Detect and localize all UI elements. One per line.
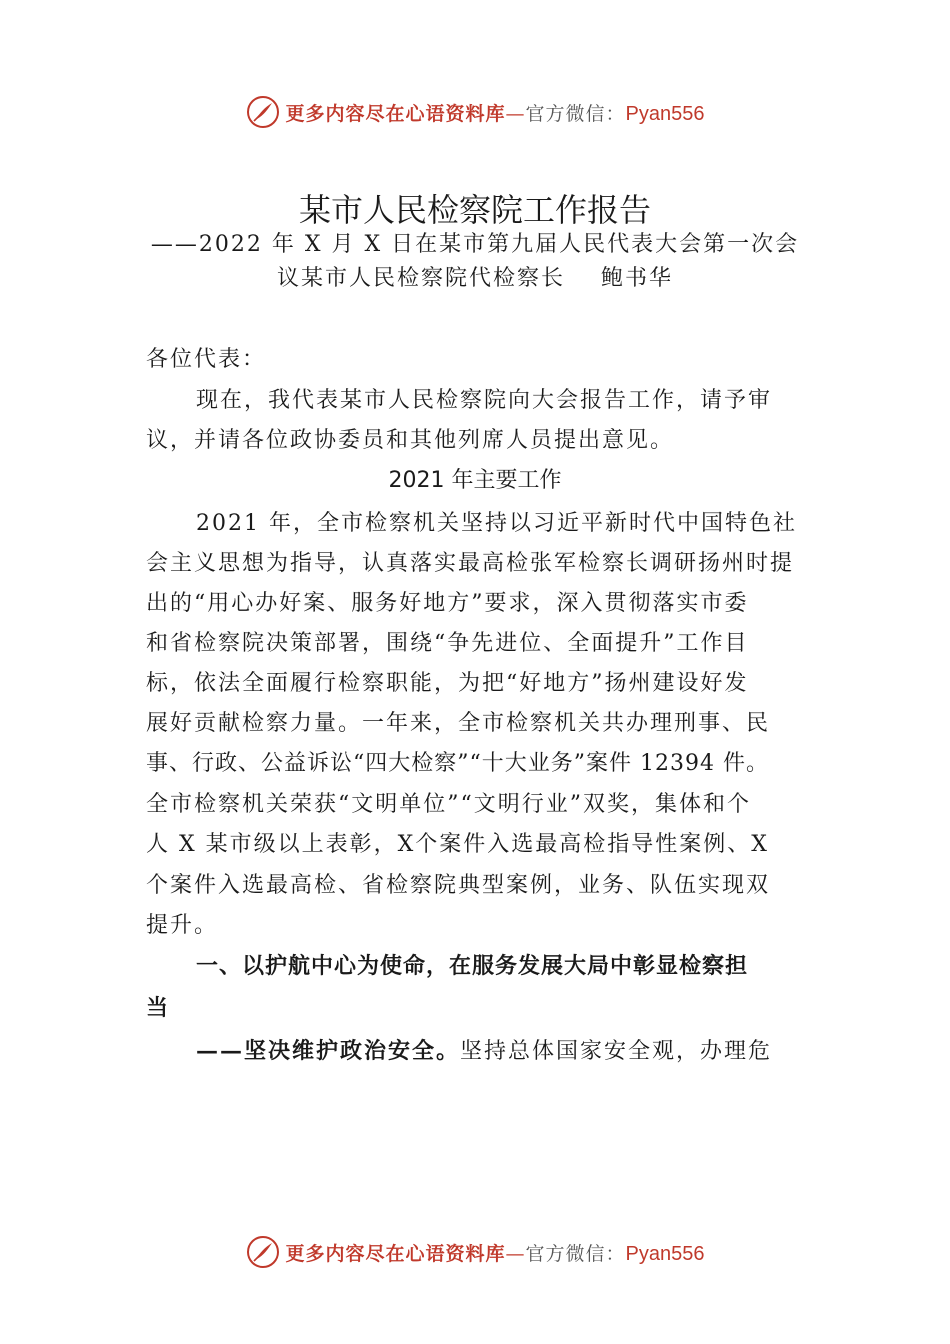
watermark-handle: Pyan556 — [625, 1242, 705, 1265]
body-line: 提升。 — [146, 913, 219, 938]
section-heading: 2021 年主要工作 — [388, 468, 562, 493]
body-line: 和省检察院决策部署，围绕“争先进位、全面提升”工作目 — [146, 631, 749, 656]
watermark-label: 官方微信： — [525, 1242, 626, 1265]
salutation: 各位代表： — [146, 347, 267, 372]
body-line: 事、行政、公益诉讼“四大检察”“十大业务”案件 12394 件。 — [146, 751, 769, 776]
feather-quill-logo-icon — [246, 1235, 280, 1269]
body-line: 展好贡献检察力量。一年来，全市检察机关共办理刑事、民 — [146, 711, 771, 736]
body-line: 会主义思想为指导，认真落实最高检张军检察长调研扬州时提 — [146, 551, 795, 576]
body-line: 个案件入选最高检、省检察院典型案例，业务、队伍实现双 — [146, 873, 771, 898]
subtitle-author-name: 鲍书华 — [601, 266, 674, 291]
subpoint-line — [196, 1031, 886, 1072]
body-line: 2021 年，全市检察机关坚持以习近平新时代中国特色社 — [196, 511, 797, 536]
body-line: 标，依法全面履行检察职能，为把“好地方”扬州建设好发 — [146, 671, 749, 696]
subpoint-lead: ——坚决维护政治安全。 — [196, 1038, 461, 1064]
part-one-heading-cont: 当 — [146, 996, 170, 1021]
watermark-handle: Pyan556 — [625, 102, 705, 125]
feather-quill-logo-icon — [246, 95, 280, 129]
body-line: 出的“用心办好案、服务好地方”要求，深入贯彻落实市委 — [146, 591, 749, 616]
part-one-heading: 一、以护航中心为使命，在服务发展大局中彰显检察担 — [196, 954, 749, 979]
document-subtitle-line2 — [0, 262, 950, 296]
watermark-banner-top — [0, 92, 950, 132]
watermark-main-text: 更多内容尽在心语资料库 — [285, 1242, 506, 1265]
watermark-main-text: 更多内容尽在心语资料库 — [285, 102, 506, 125]
intro-line: 议，并请各位政协委员和其他列席人员提出意见。 — [146, 428, 675, 453]
subtitle-role: 议某市人民检察院代检察长 — [276, 266, 565, 291]
body-line: 全市检察机关荣获“文明单位”“文明行业”双奖，集体和个 — [146, 792, 751, 817]
document-subtitle-line1: ——2022 年 X 月 X 日在某市第九届人民代表大会第一次会 — [150, 232, 800, 257]
watermark-banner-bottom — [0, 1232, 950, 1272]
document-title: 某市人民检察院工作报告 — [298, 191, 651, 229]
watermark-separator: — — [505, 102, 526, 125]
subpoint-text: 坚持总体国家安全观，办理危 — [460, 1039, 773, 1064]
watermark-separator: — — [505, 1242, 526, 1265]
watermark-label: 官方微信： — [525, 102, 626, 125]
body-line: 人 X 某市级以上表彰，X个案件入选最高检指导性案例、X — [146, 832, 769, 857]
intro-line: 现在，我代表某市人民检察院向大会报告工作，请予审 — [196, 388, 773, 413]
